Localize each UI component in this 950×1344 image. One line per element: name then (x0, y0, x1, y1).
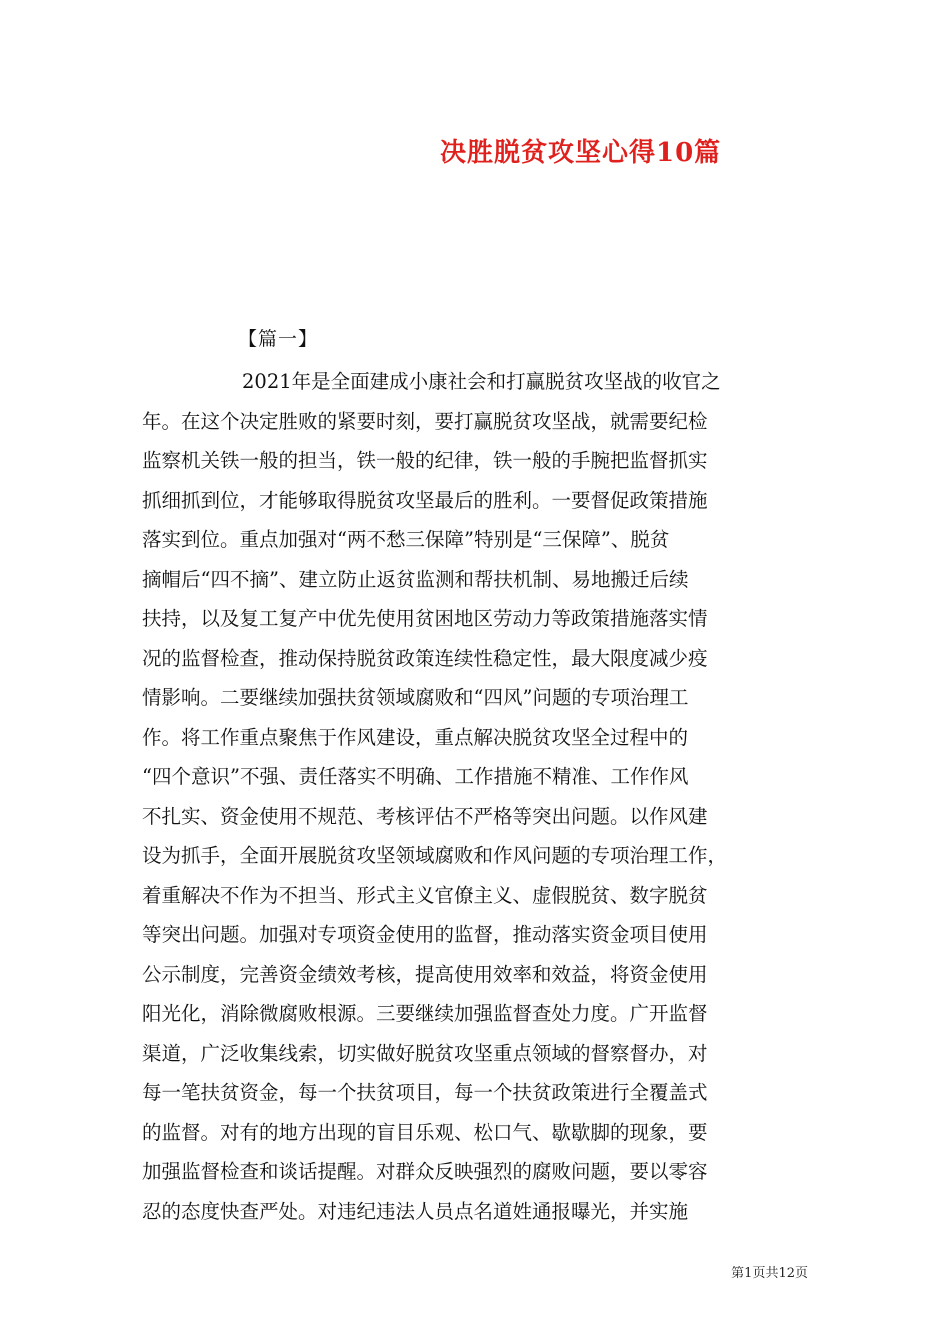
text-line: 设为抓手，全面开展脱贫攻坚领域腐败和作风问题的专项治理工作， (142, 844, 728, 867)
text-line: 阳光化，消除微腐败根源。三要继续加强监督查处力度。广开监督 (142, 1002, 708, 1025)
text-line: 不扎实、资金使用不规范、考核评估不严格等突出问题。以作风建 (142, 804, 708, 828)
text-line: 忍的态度快查严处。对违纪违法人员点名道姓通报曝光，并实施 (142, 1199, 689, 1223)
text-line: 抓细抓到位，才能够取得脱贫攻坚最后的胜利。一要督促政策措施 (142, 488, 708, 512)
text-line: 等突出问题。加强对专项资金使用的监督，推动落实资金项目使用 (142, 923, 708, 946)
body-text (142, 362, 810, 1231)
text-line: 况的监督检查，推动保持脱贫政策连续性稳定性，最大限度减少疫 (142, 646, 708, 670)
text-line: 情影响。二要继续加强扶贫领域腐败和“四风”问题的专项治理工 (142, 686, 689, 709)
text-line: 作。将工作重点聚焦于作风建设，重点解决脱贫攻坚全过程中的 (142, 725, 689, 749)
document-title: 决胜脱贫攻坚心得10篇 (440, 138, 722, 168)
text-line: 落实到位。重点加强对“两不愁三保障”特别是“三保障”、脱贫 (142, 528, 670, 551)
text-line: 扶持，以及复工复产中优先使用贫困地区劳动力等政策措施落实情 (142, 607, 708, 630)
text-line: 监察机关铁一般的担当，铁一般的纪律，铁一般的手腕把监督抓实 (142, 449, 708, 472)
text-line: 摘帽后“四不摘”、建立防止返贫监测和帮扶机制、易地搬迁后续 (142, 567, 689, 591)
text-line: 渠道，广泛收集线索，切实做好脱贫攻坚重点领域的督察督办，对 (142, 1041, 708, 1065)
text-line: 公示制度，完善资金绩效考核，提高使用效率和效益，将资金使用 (142, 962, 708, 986)
text-line: 每一笔扶贫资金，每一个扶贫项目，每一个扶贫政策进行全覆盖式 (142, 1081, 708, 1104)
text-line: 年。在这个决定胜败的紧要时刻，要打赢脱贫攻坚战，就需要纪检 (142, 409, 708, 433)
text-line: 的监督。对有的地方出现的盲目乐观、松口气、歇歇脚的现象，要 (142, 1120, 708, 1144)
page-number-footer: 第1页共12页 (731, 1266, 808, 1281)
section-heading: 【篇一】 (238, 328, 319, 350)
text-line: 着重解决不作为不担当、形式主义官僚主义、虚假脱贫、数字脱贫 (142, 883, 708, 907)
text-line: 2021年是全面建成小康社会和打赢脱贫攻坚战的收官之 (242, 370, 721, 393)
text-line: 加强监督检查和谈话提醒。对群众反映强烈的腐败问题，要以零容 (142, 1160, 708, 1183)
text-line: “四个意识”不强、责任落实不明确、工作措施不精准、工作作风 (142, 765, 689, 788)
